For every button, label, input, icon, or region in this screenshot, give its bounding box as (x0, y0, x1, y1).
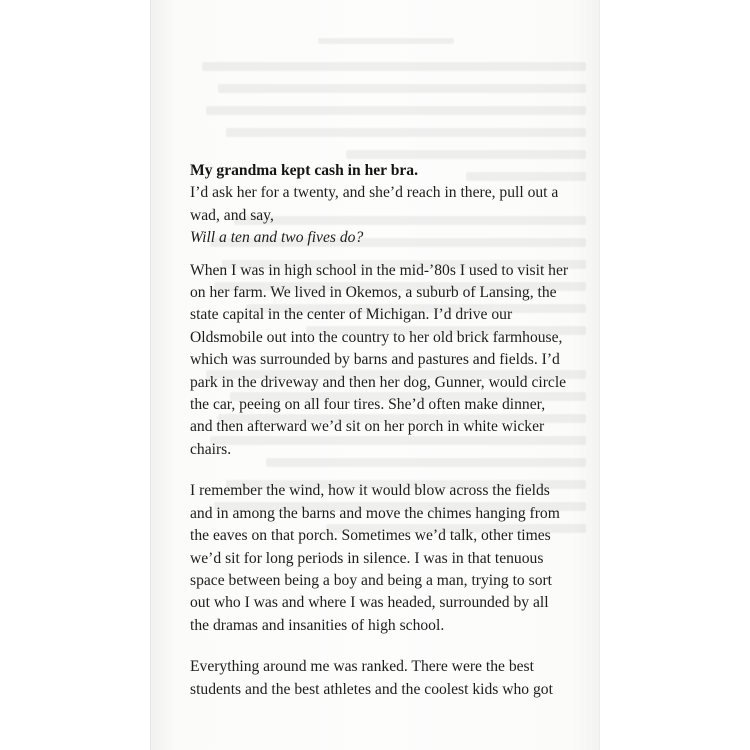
paragraph-wind: I remember the wind, how it would blow across the fields and in among the barns and move the chimes hanging from the eaves on that porch. Sometimes we’d talk, other times we’d sit for long periods in silence. I was in that tenuous space between being a boy and being a man, trying to sort out who I was and where I was headed, surrounded by all the dramas and insanities of high school. (190, 482, 560, 634)
book-page (150, 0, 600, 750)
opening-continuation: I’d ask her for a twenty, and she’d reach in there, pull out a wad, and say, (190, 184, 559, 224)
italic-quote: Will a ten and two fives do? (190, 229, 364, 247)
paragraph-farm-visits: When I was in high school in the mid-’80s I used to visit her on her farm. We lived in Okemos, a suburb of Lansing, the state capital in the center of Michigan. I’d drive our Oldsmobile out into the country to her old brick farmhouse, which was surrounded by barns and pastures and fields. I’d park in the driveway and then her dog, Gunner, would circle the car, peeing on all four tires. She’d often make dinner, and then afterward we’d sit on her porch in white wicker chairs. (190, 261, 569, 458)
paragraph-ranked: Everything around me was ranked. There were the best students and the best athletes and the coolest kids who got (190, 658, 553, 698)
page-text (190, 160, 570, 701)
opening-line: My grandma kept cash in her bra. (190, 162, 418, 179)
